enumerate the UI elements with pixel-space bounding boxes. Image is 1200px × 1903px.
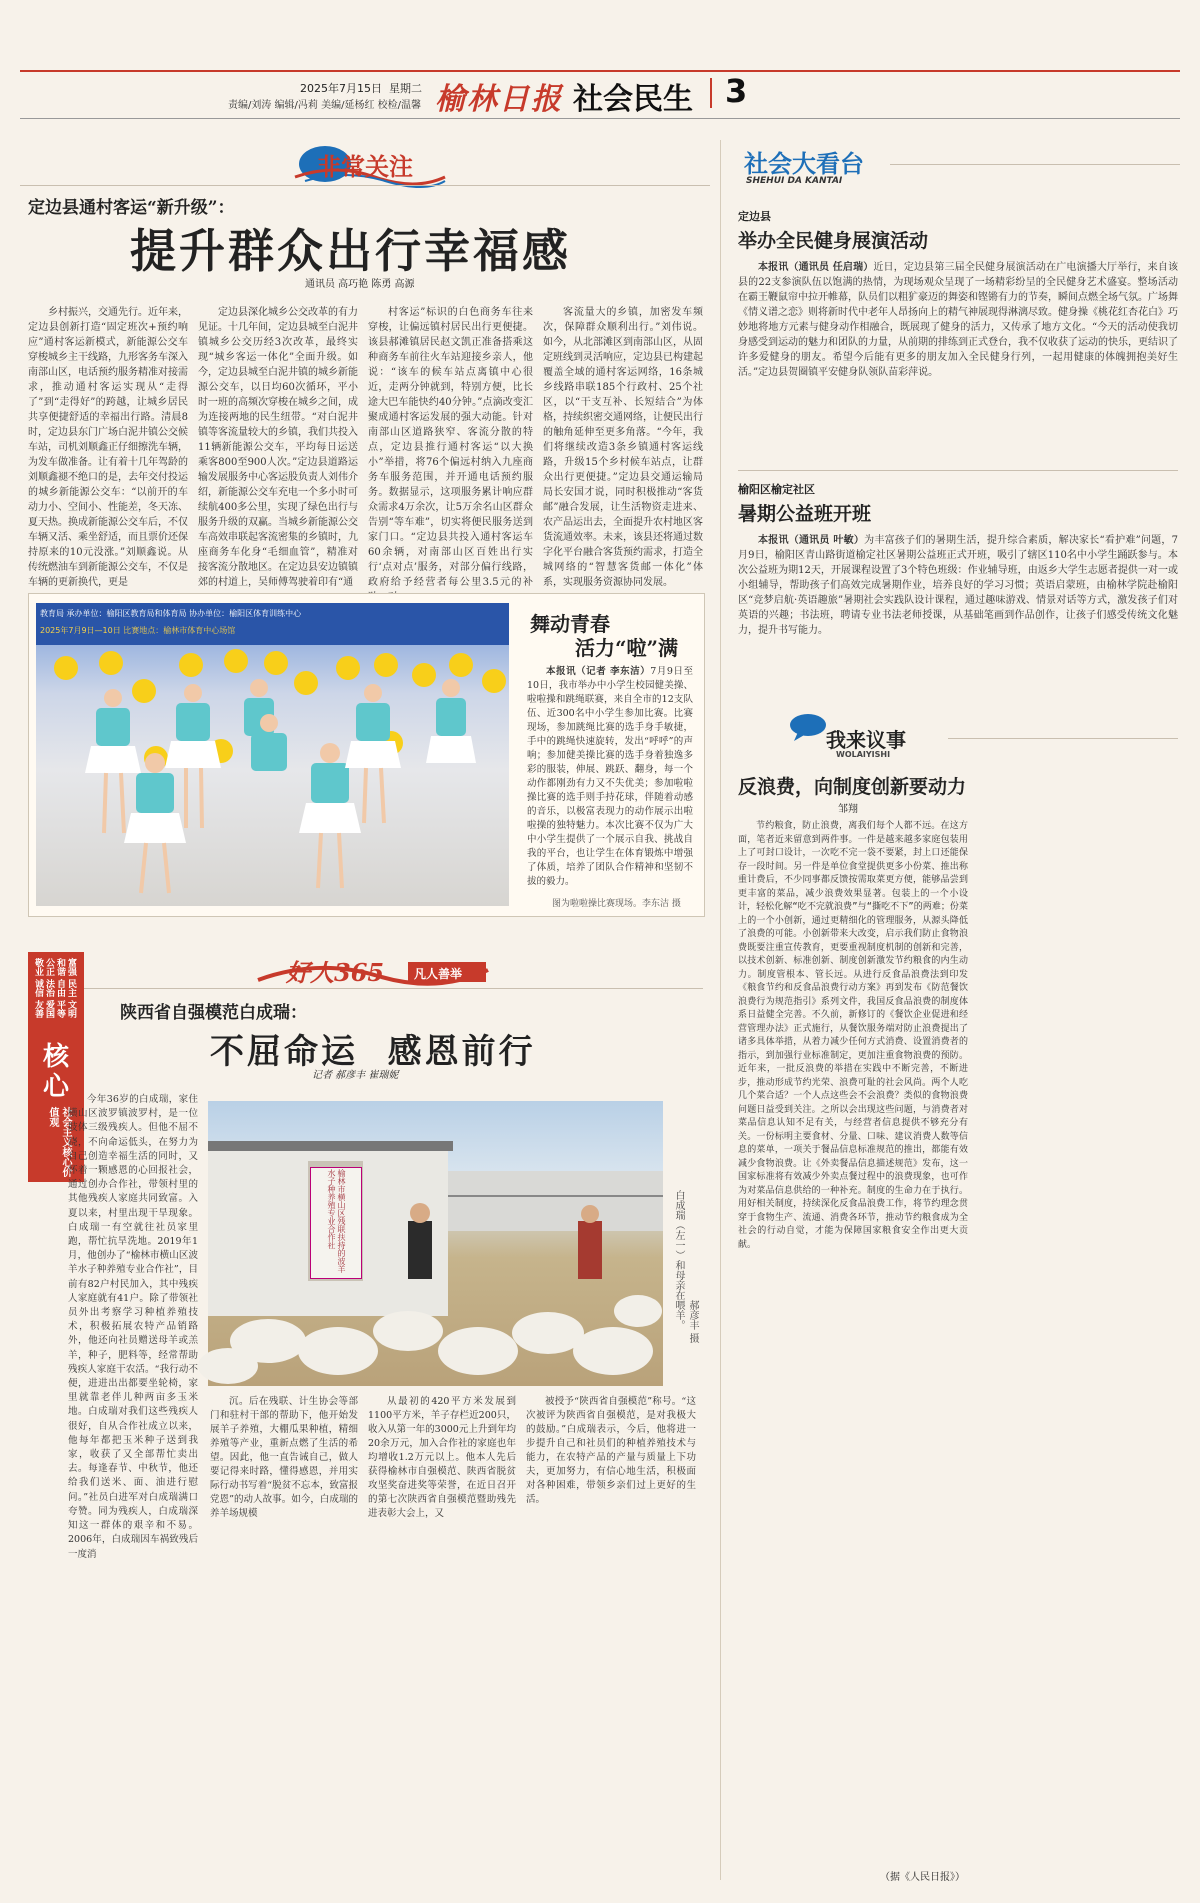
opinion-banner-rule (948, 738, 1178, 739)
dance-photo-caption: 图为啦啦操比赛现场。李东洁 摄 (552, 899, 681, 909)
good-people-bottom-col1 (210, 1395, 358, 1520)
opinion-column-pinyin: WOLAIYISHI (836, 750, 891, 759)
building-sign (310, 1167, 362, 1279)
core-values-label: 社会主义核心价值观 (47, 1107, 71, 1177)
news1-lead: 本报讯（通讯员 任启瑞） (758, 262, 874, 273)
main-article-col2-text: 定边县深化城乡公交改革的有力见证。十几年间，定边县城至白泥井镇城乡公交历经3次改革，最终实现“城乡客运一体化”全面升级。如今，定边县城至白泥井镇的城乡新能源公交车，以日均60次循环，平小时一班的高频次穿梭在城乡之间，成为连接两地的民生纽带。“对白泥井镇等客流量较大的乡镇，我们共投入11辆新能源公交车，平均每日运送乘客800至900人次。”定边县道路运输发展服务中心客运股负责人刘伟介绍，新能源公交车充电一个多小时可续航400多公里，实现了绿色出行与服务升级的双赢。当城乡新能源公交车高效串联起客流密集的乡镇时，九座商务车化身“毛细血管”，精准对接客流分散地区。在定边县安边镇镇郊的村道上，吴师傅驾驶着印有“通 (198, 307, 358, 588)
dance-banner-text-2: 2025年7月9日—10日 比赛地点：榆林市体育中心场馆 (40, 626, 236, 635)
feature-banner-label: 非常关注 (317, 153, 413, 181)
page-number: 3 (725, 72, 748, 110)
sidebar-column-banner (740, 142, 1180, 198)
good-people-bottom-col1-p: 沉。后在残联、计生协会等部门和驻村干部的帮助下，他开始发展羊子养殖，大棚瓜果种植，精细养殖等产业，重新点燃了生活的希望。因此，他一直告诫自己，做人要记得来时路，懂得感恩，并用实际行动书写着“脱贫不忘本，致富报党恩”的动人故事。如今，白成瑞的养羊场规模 (210, 1396, 358, 1519)
news2-title: 暑期公益班开班 (738, 503, 872, 525)
main-article-col1 (28, 305, 188, 588)
dance-article-lead: 本报讯（记者 李东洁） (546, 666, 651, 677)
good-people-rule (28, 988, 703, 989)
news2-lead: 本报讯（通讯员 叶敏） (758, 535, 865, 546)
header-top-rule (20, 70, 1180, 72)
sidebar-divider-1 (738, 470, 1178, 471)
feature-banner (295, 143, 445, 185)
sidebar-column-pinyin: SHEHUI DA KANTAI (746, 176, 843, 186)
main-article-kicker: 定边县通村客运“新升级”： (28, 198, 235, 218)
sidebar-column-name: 社会大看台 (744, 150, 864, 178)
dance-title-line2: 活力“啦”满 (575, 636, 679, 660)
news1-body (738, 260, 1178, 460)
dance-banner-text-1: 教育局 承办单位：榆阳区教育局和体育局 协办单位：榆阳区体育训练中心 (40, 609, 302, 618)
news1-title: 举办全民健身展演活动 (738, 230, 929, 252)
good-people-bottom-col3 (526, 1395, 696, 1520)
sheep-photo-caption: 白成瑞（左一）和母亲在喂羊。 (673, 1190, 684, 1330)
opinion-author: 邹翔 (838, 804, 858, 815)
news1-text: 近日，定边县第三届全民健身展演活动在广电演播大厅举行，来自该县的22支参演队伍以饱满的热情，为现场观众呈现了一场精彩纷呈的全民健身艺术盛宴。整场活动在霸王鞭鼠帘中拉开帷幕，队员们以粗犷豪迈的舞姿和铿锵有力的节奏，瞬间点燃全场气氛。广场舞《情义谱之恋》则将新时代中老年人昂扬向上的精气神展现得淋漓尽致。健身操《桃花红杏花白》巧妙地将地方元素与健身动作相融合，既展现了健身的活力，又传承了地方文化。“今天的活动使我切身感受到运动的魅力和团队的力量，从前期的排练到正式登台，我不仅收获了运动的快乐，更结识了许多爱健身的朋友。希望今后能有更多的朋友加入全民健身行列，一起用健康的体魄拥抱美好生活。”定边县贺圈镇平安健身队领队苗彩萍说。 (738, 262, 1178, 378)
opinion-title: 反浪费，向制度创新要动力 (738, 776, 967, 798)
header-date (300, 80, 422, 96)
main-article-col4-text: 客流量大的乡镇，加密发车频次，保障群众顺利出行。”刘伟说。如今，从北部滩区到南部山区，从固定班线到灵活响应，定边县已构建起覆盖全域的通村客运网络，16条城乡线路串联185个行政村、25个社区，以“干支互补、长短结合”为体格，持续织密交通网络，让便民出行的触角延伸至更多角落。“今年，我们将继续改造3条乡镇通村客运线路，升级15个乡村候车站点，让群众出行更便捷。”定边县交通运输局局长安国才说，同时积极推动“客货邮”融合发展，让生活物资走进来、农产品运出去，全面提升农村地区客货流通效率。未来，该县还将通过数字化平台融合客货预约需求，打造全城网络的“智慧客货邮一体化”体系，实现服务资源协同发展。 (543, 307, 703, 588)
good-people-text-left-p: 今年36岁的白成瑞，家住横山区波罗镇波罗村，是一位肢体三级残疾人。但他不屈不挠，不向命运低头，在努力为自己创造幸福生活的同时，又怀着一颗感恩的心回报社会，通过创办合作社，带领村里的其他残疾人家庭共同致富。入夏以来，村里出现干旱现象。白成瑞一有空就往社员家里跑，帮忙抗旱洗地。2019年1月，他创办了“榆林市横山区波羊水子种养殖专业合作社”，目前有82户村民加入，其中残疾人家庭就有41户。除了带领社员外出考察学习种植养殖技术，积极拓展农特产品销路外，他还向社员赠送母羊或羔羊，种子，肥料等，经常帮助残疾人家庭干农活。“我行动不便，进进出出都要坐轮椅，家里就靠老伴儿种两亩多玉米地。白成瑞对我们这些残疾人很好，自从合作社成立以来，他每年都把玉米种子送到我家，收获了又全部帮忙卖出去。每逢春节、中秋节，他还给我们送米、面、油进行慰问。”社员白进军对白成瑞满口夸赞。同为残疾人，白成瑞深知这一群体的艰辛和不易。2006年，白成瑞因车祸致残后一度消 (68, 1094, 198, 1560)
good-people-banner (258, 950, 488, 988)
opinion-source: （据《人民日报》） (880, 1872, 965, 1883)
main-article-col3-text: 村客运”标识的白色商务车往来穿梭，让偏远镇村居民出行更便捷。该县郝滩镇居民赵文凯正准备搭乘这种商务车前往火车站迎接乡亲人，他说：“该车的候车站点离镇中心很近，走两分钟就到，特别方便，比长途大巴车能快约40分钟。”点滴改变汇聚成通村客运发展的强大动能。针对南部山区道路狭窄、客流分散的特点，定边县推行通村客运“以大换小”举措，将76个偏远村纳入九座商务车服务范围，并开通电话预约服务。数据显示，这项服务累计响应群众需求4万余次，让5万余名山区群众告别“等车难”，切实将便民服务送到家门口。“定边县共投入通村客运车60余辆，对南部山区百姓出行实行‘点对点’服务，对部分偏行线路，政府给予经营者每公里3.5元的补 (368, 307, 533, 588)
main-article-col1-text: 乡村振兴，交通先行。近年来，定边县创新打造“固定班次+预约响应”通村客运新模式，新能源公交车穿梭城乡主干线路，九形客务车深入南部山区，电话预约服务精准对接需求，推动通村客运实现从“走得了”到“走得好”的跨越，让城乡居民共享便捷舒适的幸福出行路。清晨8时，定边县东门广场白泥井镇公交候车站，司机刘顺鑫正仔细擦洗车辆，为发车做准备。让有着十几年驾龄的刘顺鑫褪不绝口的是，去年交付投运的城乡新能源公交车：“以前开的车动力小、空间小、性能差，冬天冻、夏天热。换成新能源公交车后，不仅车辆又活、乘坐舒适，而且票价还保持原来的10元没涨。”刘顺鑫说。从传统燃油车到新能源公交车，不仅是车辆的更新换代，更是 (28, 307, 188, 588)
news1-place: 定边县 (738, 210, 771, 223)
main-article-byline: 通讯员 高巧艳 陈勇 高源 (305, 279, 415, 290)
paper-name-logo: 榆林日报 (435, 82, 563, 117)
main-article-col3 (368, 305, 533, 588)
main-article-col4 (543, 305, 703, 588)
good-people-byline: 记者 郝彦丰 崔瑞妮 (312, 1070, 399, 1081)
good-people-bottom-col2-p: 从最初的420平方米发展到1100平方米，羊子存栏近200只，收入从第一年的3000元上升到年均20余万元，加入合作社的家庭也年均增收1.2万元以上。他本人先后获得榆林市自强模范、陕西省脱贫攻坚奖奋进奖等荣誉，在近日召开的第七次陕西省自强模范暨助残先进表彰大会上，又 (368, 1396, 516, 1519)
news2-text: 为丰富孩子们的暑期生活，提升综合素质，解决家长“看护难”问题，7月9日，榆阳区青山路街道榆定社区暑期公益班正式开班，吸引了辖区110名中小学生踊跃参与。本次公益班为期12天，开展课程设置了3个特色班级：作业辅导班，由返乡大学生志愿者提供一对一或小组辅导，帮助孩子们高效完成暑期作业，培养良好的学习习惯；英语启蒙班，由榆林学院赴榆阳区“竞梦启航·英语趣旅”暑期社会实践队设计课程，通过趣味游戏、情景对话等方式，激发孩子们对英语的兴趣；书法班，聘请专业书法老师授课，从基础笔画到作品创作，让孩子们感受传统文化魅力，提升书写能力。 (738, 535, 1179, 636)
dance-article-text: 7月9日至10日，我市举办中小学生校园健美操、啦啦操和跳绳联赛，来自全市的12支队伍、近300名中小学生参加比赛。比赛现场，参加跳绳比赛的选手身手敏捷，手中的跳绳快速旋转，发出“呼呼”的声响；参加健美操比赛的选手身着独逸多彩的服装，伸展、跳跃、翻身，每一个动作都刚劲有力又不失优美；参加啦啦操比赛的选手则手持花球，伴随着动感的音乐，以极富表现力的动作展示出啦啦操的独特魅力。本次比赛不仅为广大中小学生提供了一个展示自我、挑战自我的平台，也让学生在体育锻炼中增强了体质，培养了团队合作精神和坚韧不拔的毅力。 (527, 666, 693, 887)
dance-article-body (527, 665, 693, 887)
sheep-farm-illustration (208, 1101, 663, 1386)
speech-bubble-icon (788, 712, 828, 742)
sidebar-banner-rule (890, 164, 1180, 165)
building-sign-text: 榆林市横山区残联扶持的波羊水子种养殖专业合作社 (327, 1169, 346, 1273)
dance-photo (36, 603, 509, 906)
cheerleaders-illustration (36, 603, 509, 906)
core-values-big: 核心 (42, 1042, 69, 1102)
sheep-farm-photo (208, 1101, 663, 1386)
section-title: 社会民生 (573, 82, 693, 117)
header-date-text: 2025年7月15日 (300, 82, 382, 95)
header-weekday: 星期二 (389, 82, 422, 95)
feature-banner-rule (20, 185, 710, 186)
opinion-body-text: 节约粮食，防止浪费，离我们每个人都不远。在这方面，笔者近来留意到两件事。一件是越来越多家庭包装用上了可封口设计，一次吃不完一袋不要紧，封上口还能保存一段时间。另一件是单位食堂提供更多小份菜、推出称重计费后，不少同事都反馈按需取菜更方便，能够品尝到更丰富的菜品，减少浪费效果显著。包装上的一个小设计，轻松化解“吃不完就浪费”与“撕吃不下”的两难；份菜上的一个小创新，通过更精细化的管理服务，从源头降低了浪费的可能。小创新带来大改变，启示我们防止食物浪费既要注重宣传教育，更要重视制度机制的创新和完善，以技术创新、标准创新、制度创新激发节约粮食的内生动力。制度管根本、管长远。从进行反食品浪费法到印发《粮食节约和反食品浪费行动方案》再到发布《防范餐饮浪费行为规范指引》系列文件，我国反食品浪费的制度体系日益健全完善。不久前，新修订的《餐饮企业促进和经营管理办法》正式施行，从餐饮服务端对防止浪费提出了诸多具体举措，从着力减少任何方式消费、设置消费者的指示，到加强行业标准制定，更加注重食物浪费的预防。近年来，一批反浪费的举措在实践中不断完善，不断进步，推动形成节约光荣、浪费可耻的社会风尚。两个人吃几个菜合适？一个人点这些会不会浪费？类似的食物浪费问题日益受到关注。之所以会出现这些问题，与消费者对菜品信息认知不足有关，与经营者信息提供不够充分有关。一份标明主要食材、分量、口味、建议消费人数等信息的菜单，一项关于餐品信息标准规范的推出，都能有效减少食物浪费。让《外卖餐品信息描述规范》发布，这一国家标准将有效减少外卖点餐过程中的浪费现象，也可作为对菜品信息供给的一种补充。制度的生命力在于执行。用好相关制度，持续深化反食品浪费工作，将节约理念贯穿于食物生产、流通、消费各环节，推动节约粮食成为全社会的行动自觉，才能为保障国家粮食安全作出更大贡献。 (738, 821, 968, 1250)
core-values-words: 富强 民主 文明 和谐 自由 平等 公正 法治 爱国 敬业 诚信 友善 (33, 958, 76, 1019)
good-people-text-left (68, 1093, 198, 1863)
good-people-bottom-col3-p: 被授予“陕西省自强模范”称号。“这次被评为陕西省自强模范，是对我极大的鼓励。”白成瑞表示，今后，他将进一步提升自己和社员们的种植养殖技术与能力，在农特产品的产量与质量上下功夫，更加努力，有信心地生活，积极面对各种困难，带领乡亲们过上更好的生活。 (526, 1396, 696, 1505)
good-people-banner-subtitle: 凡人善举 (414, 967, 463, 981)
news2-place: 榆阳区榆定社区 (738, 483, 815, 496)
opinion-body (738, 820, 968, 1865)
main-article-col2 (198, 305, 358, 588)
good-people-headline: 不屈命运 感恩前行 (210, 1032, 536, 1072)
opinion-column-name: 我来议事 (826, 728, 906, 752)
dance-title-line1: 舞动青春 (530, 612, 610, 636)
header-bottom-rule (20, 118, 1180, 119)
header-divider (710, 78, 712, 108)
good-people-banner-title: 好人365 (286, 958, 385, 987)
header-editors: 责编/刘涛 编辑/冯莉 美编/延杨红 校检/温馨 (228, 100, 422, 111)
good-people-bottom-col2 (368, 1395, 516, 1520)
good-people-kicker: 陕西省自强模范白成瑞： (120, 1003, 307, 1023)
opinion-banner (738, 710, 1178, 760)
main-article-headline: 提升群众出行幸福感 (130, 224, 571, 278)
column-separator (720, 140, 721, 1880)
sheep-photo-credit: 郝彦丰 摄 (687, 1300, 698, 1344)
news2-body (738, 533, 1178, 693)
